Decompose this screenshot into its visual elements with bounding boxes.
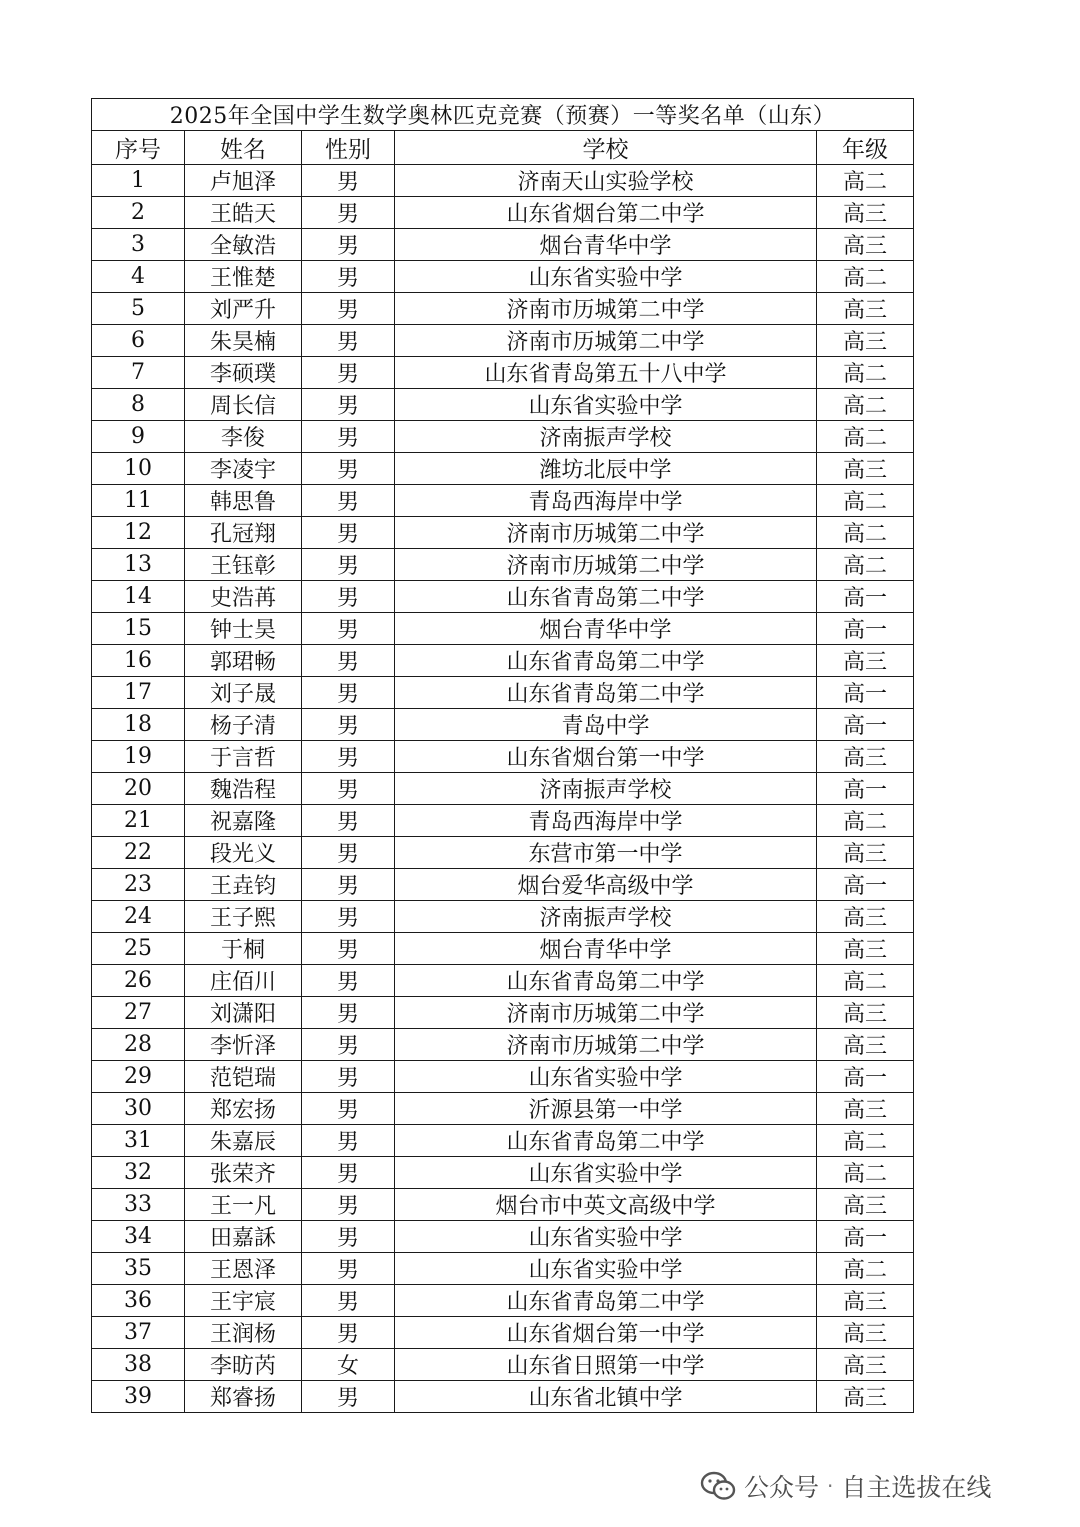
cell-school: 青岛西海岸中学 xyxy=(395,805,817,837)
cell-number: 31 xyxy=(92,1125,185,1157)
cell-name: 郭珺畅 xyxy=(185,645,302,677)
cell-grade: 高二 xyxy=(817,165,914,197)
cell-grade: 高三 xyxy=(817,1189,914,1221)
award-rows xyxy=(92,165,914,1413)
cell-gender: 男 xyxy=(302,965,395,997)
table-row xyxy=(92,1125,914,1157)
cell-school: 烟台青华中学 xyxy=(395,613,817,645)
cell-grade: 高二 xyxy=(817,261,914,293)
table-row xyxy=(92,997,914,1029)
cell-gender: 男 xyxy=(302,1253,395,1285)
cell-school: 济南市历城第二中学 xyxy=(395,517,817,549)
cell-number: 12 xyxy=(92,517,185,549)
cell-gender: 男 xyxy=(302,453,395,485)
cell-number: 11 xyxy=(92,485,185,517)
cell-gender: 男 xyxy=(302,869,395,901)
cell-gender: 男 xyxy=(302,581,395,613)
cell-school: 山东省北镇中学 xyxy=(395,1381,817,1413)
cell-school: 东营市第一中学 xyxy=(395,837,817,869)
cell-name: 王润杨 xyxy=(185,1317,302,1349)
cell-number: 15 xyxy=(92,613,185,645)
table-row xyxy=(92,1381,914,1413)
table-row xyxy=(92,1157,914,1189)
cell-grade: 高三 xyxy=(817,1285,914,1317)
cell-school: 山东省青岛第二中学 xyxy=(395,1285,817,1317)
cell-grade: 高一 xyxy=(817,613,914,645)
cell-name: 王皓天 xyxy=(185,197,302,229)
cell-number: 2 xyxy=(92,197,185,229)
cell-school: 烟台市中英文高级中学 xyxy=(395,1189,817,1221)
cell-gender: 男 xyxy=(302,325,395,357)
cell-name: 王宇宸 xyxy=(185,1285,302,1317)
cell-gender: 男 xyxy=(302,1381,395,1413)
table-row xyxy=(92,1349,914,1381)
table-row xyxy=(92,869,914,901)
cell-grade: 高二 xyxy=(817,805,914,837)
cell-grade: 高二 xyxy=(817,389,914,421)
cell-number: 1 xyxy=(92,165,185,197)
table-row xyxy=(92,677,914,709)
column-header-number: 序号 xyxy=(92,131,185,165)
cell-gender: 男 xyxy=(302,485,395,517)
cell-school: 山东省实验中学 xyxy=(395,1221,817,1253)
cell-number: 36 xyxy=(92,1285,185,1317)
wechat-icon xyxy=(700,1471,736,1501)
cell-school: 济南振声学校 xyxy=(395,421,817,453)
cell-name: 范铠瑞 xyxy=(185,1061,302,1093)
cell-gender: 男 xyxy=(302,645,395,677)
table-row xyxy=(92,1317,914,1349)
cell-number: 30 xyxy=(92,1093,185,1125)
cell-number: 21 xyxy=(92,805,185,837)
cell-number: 29 xyxy=(92,1061,185,1093)
cell-number: 34 xyxy=(92,1221,185,1253)
cell-name: 魏浩程 xyxy=(185,773,302,805)
table-row xyxy=(92,389,914,421)
cell-name: 杨子清 xyxy=(185,709,302,741)
cell-name: 孔冠翔 xyxy=(185,517,302,549)
header-row xyxy=(92,131,914,165)
cell-grade: 高二 xyxy=(817,1125,914,1157)
cell-name: 钟士昊 xyxy=(185,613,302,645)
cell-gender: 男 xyxy=(302,933,395,965)
cell-number: 22 xyxy=(92,837,185,869)
cell-school: 山东省青岛第二中学 xyxy=(395,645,817,677)
cell-school: 烟台爱华高级中学 xyxy=(395,869,817,901)
cell-number: 14 xyxy=(92,581,185,613)
cell-school: 青岛中学 xyxy=(395,709,817,741)
cell-gender: 男 xyxy=(302,709,395,741)
cell-number: 19 xyxy=(92,741,185,773)
cell-number: 17 xyxy=(92,677,185,709)
cell-school: 济南振声学校 xyxy=(395,901,817,933)
cell-number: 27 xyxy=(92,997,185,1029)
cell-name: 李忻泽 xyxy=(185,1029,302,1061)
cell-number: 9 xyxy=(92,421,185,453)
cell-school: 山东省青岛第五十八中学 xyxy=(395,357,817,389)
cell-school: 山东省青岛第二中学 xyxy=(395,1125,817,1157)
cell-gender: 男 xyxy=(302,1029,395,1061)
cell-name: 李硕璞 xyxy=(185,357,302,389)
cell-gender: 男 xyxy=(302,517,395,549)
cell-number: 10 xyxy=(92,453,185,485)
cell-name: 刘子晟 xyxy=(185,677,302,709)
cell-gender: 男 xyxy=(302,997,395,1029)
cell-name: 于言哲 xyxy=(185,741,302,773)
cell-grade: 高三 xyxy=(817,933,914,965)
cell-gender: 男 xyxy=(302,389,395,421)
cell-school: 山东省烟台第一中学 xyxy=(395,1317,817,1349)
cell-grade: 高一 xyxy=(817,773,914,805)
cell-number: 4 xyxy=(92,261,185,293)
cell-number: 16 xyxy=(92,645,185,677)
cell-gender: 男 xyxy=(302,165,395,197)
table-row xyxy=(92,197,914,229)
cell-school: 潍坊北辰中学 xyxy=(395,453,817,485)
table-row xyxy=(92,517,914,549)
cell-gender: 男 xyxy=(302,837,395,869)
table-row xyxy=(92,325,914,357)
table-row xyxy=(92,645,914,677)
cell-number: 35 xyxy=(92,1253,185,1285)
cell-name: 郑宏扬 xyxy=(185,1093,302,1125)
cell-school: 济南市历城第二中学 xyxy=(395,549,817,581)
cell-name: 全敏浩 xyxy=(185,229,302,261)
cell-gender: 男 xyxy=(302,197,395,229)
cell-number: 7 xyxy=(92,357,185,389)
cell-grade: 高一 xyxy=(817,1221,914,1253)
cell-number: 18 xyxy=(92,709,185,741)
cell-gender: 男 xyxy=(302,1285,395,1317)
cell-number: 28 xyxy=(92,1029,185,1061)
cell-school: 青岛西海岸中学 xyxy=(395,485,817,517)
cell-grade: 高三 xyxy=(817,837,914,869)
cell-number: 23 xyxy=(92,869,185,901)
table-row xyxy=(92,1029,914,1061)
cell-name: 庄佰川 xyxy=(185,965,302,997)
cell-grade: 高二 xyxy=(817,549,914,581)
cell-school: 山东省烟台第一中学 xyxy=(395,741,817,773)
cell-grade: 高一 xyxy=(817,1061,914,1093)
cell-name: 祝嘉隆 xyxy=(185,805,302,837)
cell-gender: 男 xyxy=(302,1221,395,1253)
cell-gender: 男 xyxy=(302,1061,395,1093)
cell-school: 济南市历城第二中学 xyxy=(395,1029,817,1061)
cell-gender: 男 xyxy=(302,805,395,837)
cell-school: 沂源县第一中学 xyxy=(395,1093,817,1125)
watermark-account: 自主选拔在线 xyxy=(841,1473,992,1502)
cell-number: 6 xyxy=(92,325,185,357)
column-header-gender: 性别 xyxy=(302,131,395,165)
table-row xyxy=(92,1253,914,1285)
cell-school: 山东省实验中学 xyxy=(395,389,817,421)
column-header-name: 姓名 xyxy=(185,131,302,165)
cell-name: 刘潇阳 xyxy=(185,997,302,1029)
cell-grade: 高三 xyxy=(817,901,914,933)
cell-name: 李昉芮 xyxy=(185,1349,302,1381)
column-header-school: 学校 xyxy=(395,131,817,165)
cell-school: 山东省青岛第二中学 xyxy=(395,581,817,613)
cell-school: 山东省实验中学 xyxy=(395,261,817,293)
cell-grade: 高一 xyxy=(817,709,914,741)
cell-gender: 男 xyxy=(302,293,395,325)
table-row xyxy=(92,1189,914,1221)
cell-name: 王一凡 xyxy=(185,1189,302,1221)
watermark xyxy=(700,1466,991,1506)
cell-gender: 男 xyxy=(302,1157,395,1189)
cell-school: 烟台青华中学 xyxy=(395,933,817,965)
award-table xyxy=(91,98,914,1413)
cell-number: 5 xyxy=(92,293,185,325)
cell-grade: 高一 xyxy=(817,869,914,901)
cell-name: 周长信 xyxy=(185,389,302,421)
cell-gender: 男 xyxy=(302,549,395,581)
cell-grade: 高三 xyxy=(817,1029,914,1061)
cell-name: 朱昊楠 xyxy=(185,325,302,357)
table-row xyxy=(92,261,914,293)
cell-school: 济南天山实验学校 xyxy=(395,165,817,197)
cell-grade: 高三 xyxy=(817,197,914,229)
table-row xyxy=(92,741,914,773)
cell-grade: 高三 xyxy=(817,293,914,325)
table-row xyxy=(92,549,914,581)
cell-gender: 男 xyxy=(302,773,395,805)
cell-school: 山东省实验中学 xyxy=(395,1157,817,1189)
cell-gender: 男 xyxy=(302,901,395,933)
cell-gender: 男 xyxy=(302,1125,395,1157)
column-header-grade: 年级 xyxy=(817,131,914,165)
cell-name: 王垚钧 xyxy=(185,869,302,901)
cell-number: 39 xyxy=(92,1381,185,1413)
cell-number: 26 xyxy=(92,965,185,997)
cell-grade: 高三 xyxy=(817,453,914,485)
table-row xyxy=(92,613,914,645)
cell-grade: 高二 xyxy=(817,517,914,549)
cell-number: 3 xyxy=(92,229,185,261)
cell-grade: 高二 xyxy=(817,1157,914,1189)
cell-name: 史浩苒 xyxy=(185,581,302,613)
cell-grade: 高三 xyxy=(817,741,914,773)
cell-number: 32 xyxy=(92,1157,185,1189)
cell-number: 25 xyxy=(92,933,185,965)
table-row xyxy=(92,581,914,613)
cell-gender: 男 xyxy=(302,261,395,293)
cell-grade: 高三 xyxy=(817,1093,914,1125)
table-row xyxy=(92,293,914,325)
table-row xyxy=(92,805,914,837)
cell-grade: 高二 xyxy=(817,357,914,389)
cell-grade: 高三 xyxy=(817,325,914,357)
table-row xyxy=(92,453,914,485)
cell-name: 刘严升 xyxy=(185,293,302,325)
table-row xyxy=(92,421,914,453)
table-row xyxy=(92,1285,914,1317)
cell-grade: 高二 xyxy=(817,965,914,997)
cell-gender: 男 xyxy=(302,1317,395,1349)
cell-gender: 男 xyxy=(302,1189,395,1221)
cell-grade: 高三 xyxy=(817,229,914,261)
cell-name: 郑睿扬 xyxy=(185,1381,302,1413)
cell-school: 山东省实验中学 xyxy=(395,1253,817,1285)
table-row xyxy=(92,965,914,997)
cell-number: 24 xyxy=(92,901,185,933)
cell-name: 王恩泽 xyxy=(185,1253,302,1285)
cell-name: 朱嘉辰 xyxy=(185,1125,302,1157)
cell-number: 20 xyxy=(92,773,185,805)
cell-grade: 高三 xyxy=(817,1381,914,1413)
cell-school: 济南市历城第二中学 xyxy=(395,293,817,325)
cell-school: 济南振声学校 xyxy=(395,773,817,805)
cell-school: 烟台青华中学 xyxy=(395,229,817,261)
table-row xyxy=(92,485,914,517)
cell-gender: 男 xyxy=(302,357,395,389)
cell-school: 山东省日照第一中学 xyxy=(395,1349,817,1381)
watermark-separator: · xyxy=(827,1474,834,1498)
cell-name: 田嘉訸 xyxy=(185,1221,302,1253)
table-row xyxy=(92,773,914,805)
table-row xyxy=(92,357,914,389)
cell-grade: 高三 xyxy=(817,997,914,1029)
cell-number: 38 xyxy=(92,1349,185,1381)
cell-grade: 高二 xyxy=(817,421,914,453)
cell-school: 山东省青岛第二中学 xyxy=(395,677,817,709)
cell-gender: 男 xyxy=(302,1093,395,1125)
cell-grade: 高三 xyxy=(817,1317,914,1349)
table-row xyxy=(92,901,914,933)
cell-school: 山东省烟台第二中学 xyxy=(395,197,817,229)
cell-grade: 高二 xyxy=(817,485,914,517)
watermark-prefix: 公众号 xyxy=(744,1473,820,1502)
table-row xyxy=(92,837,914,869)
cell-name: 李俊 xyxy=(185,421,302,453)
cell-name: 韩思鲁 xyxy=(185,485,302,517)
cell-grade: 高二 xyxy=(817,1253,914,1285)
table-row xyxy=(92,229,914,261)
table-row xyxy=(92,165,914,197)
cell-school: 山东省青岛第二中学 xyxy=(395,965,817,997)
table-row xyxy=(92,1061,914,1093)
table-row xyxy=(92,933,914,965)
cell-gender: 男 xyxy=(302,229,395,261)
cell-gender: 男 xyxy=(302,741,395,773)
cell-number: 13 xyxy=(92,549,185,581)
title-row xyxy=(92,99,914,131)
table-row xyxy=(92,1093,914,1125)
cell-number: 33 xyxy=(92,1189,185,1221)
cell-gender: 男 xyxy=(302,613,395,645)
cell-name: 卢旭泽 xyxy=(185,165,302,197)
award-sheet xyxy=(91,98,913,1413)
cell-grade: 高一 xyxy=(817,581,914,613)
cell-number: 37 xyxy=(92,1317,185,1349)
cell-grade: 高一 xyxy=(817,677,914,709)
cell-name: 张荣齐 xyxy=(185,1157,302,1189)
cell-gender: 男 xyxy=(302,421,395,453)
cell-name: 李凌宇 xyxy=(185,453,302,485)
table-title: 2025年全国中学生数学奥林匹克竞赛（预赛）一等奖名单（山东） xyxy=(92,99,914,131)
cell-school: 济南市历城第二中学 xyxy=(395,997,817,1029)
cell-number: 8 xyxy=(92,389,185,421)
cell-name: 于桐 xyxy=(185,933,302,965)
cell-name: 王子熙 xyxy=(185,901,302,933)
table-row xyxy=(92,709,914,741)
cell-name: 王惟楚 xyxy=(185,261,302,293)
cell-name: 段光义 xyxy=(185,837,302,869)
cell-name: 王钰彰 xyxy=(185,549,302,581)
cell-school: 山东省实验中学 xyxy=(395,1061,817,1093)
table-row xyxy=(92,1221,914,1253)
cell-grade: 高三 xyxy=(817,1349,914,1381)
cell-school: 济南市历城第二中学 xyxy=(395,325,817,357)
cell-gender: 女 xyxy=(302,1349,395,1381)
cell-grade: 高三 xyxy=(817,645,914,677)
cell-gender: 男 xyxy=(302,677,395,709)
